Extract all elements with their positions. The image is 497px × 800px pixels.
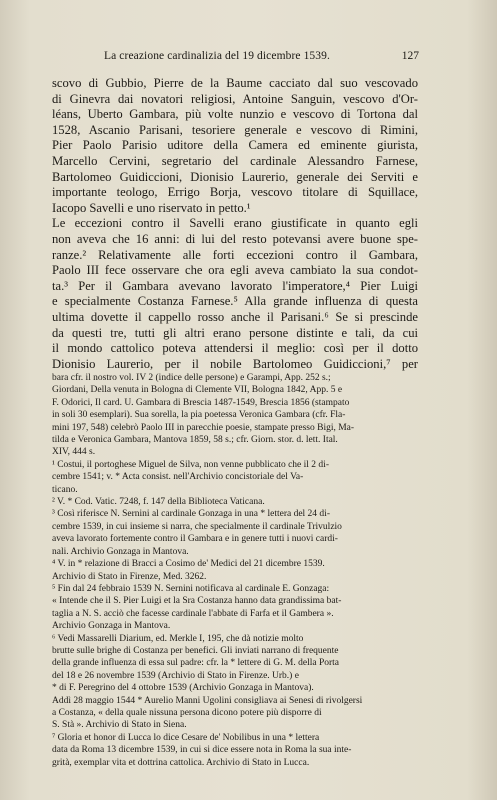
body-line: ranze.² Relativamente alle forti eccezioni contro il Gambara, (52, 247, 418, 262)
footnote-line: ⁵ Fin dal 24 febbraio 1539 N. Sernini notificava al cardinale E. Gonzaga: (52, 583, 330, 594)
body-line: di Ginevra dai novatori religiosi, Antoine Sanguin, vescovo d'Or- (52, 91, 418, 106)
footnote-line: ⁴ V. in * relazione di Bracci a Cosimo de' Medici del 21 dicembre 1539. (52, 559, 325, 570)
footnote-line: Archivio di Stato in Firenze, Med. 3262. (52, 571, 207, 582)
footnote-line: ticano. (52, 484, 78, 495)
footnote-line: nali. Archivio Gonzaga in Mantova. (52, 546, 189, 557)
body-line: Bartolomeo Guidiccioni, Dionisio Laurerio, generale dei Serviti e (52, 169, 418, 184)
body-line: ta.³ Per il Gambara avevano lavorato l'imperatore,⁴ Pier Luigi (52, 278, 418, 293)
footnote-line: bara cfr. il nostro vol. IV 2 (indice delle persone) e Garampi, App. 252 s.; (52, 373, 331, 383)
body-line: Dionisio Laurerio, per il nobile Bartolomeo Guidiccioni,⁷ per (52, 356, 418, 371)
body-line: 1528, Ascanio Parisani, tesoriere generale e vescovo di Rimini, (52, 122, 418, 137)
body-line: Iacopo Savelli e uno riservato in petto.¹ (52, 200, 251, 215)
footnote-line: S. Stà ». Archivio di Stato in Siena. (52, 720, 187, 731)
footnote-line: ³ Così riferisce N. Sernini al cardinale Gonzaga in una * lettera del 24 di- (52, 509, 330, 520)
footnote-line: Giordani, Della venuta in Bologna di Clemente VII, Bologna 1842, App. 5 e (52, 385, 343, 396)
body-line: il mondo cattolico poteva attendersi il meglio: così per il dotto (52, 341, 418, 356)
footnote-line: cembre 1541; v. * Acta consist. nell'Archivio concistoriale del Va- (52, 472, 304, 483)
footnote-line: Archivio Gonzaga in Mantova. (52, 621, 171, 632)
footnote-line: ⁷ Gloria et honor di Lucca lo dice Cesare de' Nobilibus in una * lettera (52, 732, 320, 743)
footnote-line: ² V. * Cod. Vatic. 7248, f. 147 della Biblioteca Vaticana. (52, 497, 265, 508)
footnote-line: ¹ Costui, il portoghese Miguel de Silva, non venne pubblicato che il 2 di- (52, 459, 329, 470)
body-line: da questi tre, tutti gli altri erano persone distinte e tali, da cui (52, 325, 418, 340)
body-line: léans, Uberto Gambara, più volte nunzio e vescovo di Tortona dal (52, 107, 418, 122)
body-line: importante teologo, Errigo Borja, vescovo titolare di Squillace, (52, 185, 418, 200)
footnote-line: Addì 28 maggio 1544 * Aurelio Manni Ugolini consigliava ai Senesi di rivolgersi (52, 695, 363, 706)
footnote-line: della grande influenza di essa sul padre: cfr. la * lettere di G. M. della Porta (52, 658, 340, 669)
body-line: e specialmente Costanza Farnese.⁵ Alla grande influenza di questa (52, 294, 418, 309)
footnote-line: cembre 1539, in cui insieme si narra, che specialmente il cardinale Trivulzio (52, 521, 342, 532)
body-line: scovo di Gubbio, Pierre de la Baume cacciato dal suo vescovado (52, 76, 418, 90)
main-text (52, 76, 418, 372)
footnote-line: taglia a N. S. acciò che facesse cardinale l'abbate di Farfa et il Gambera ». (52, 608, 334, 619)
footnotes (52, 372, 418, 769)
footnote-line: XIV, 444 s. (52, 447, 96, 458)
footnote-line: data da Roma 13 dicembre 1539, in cui si dice essere nota in Roma la sua inte- (52, 745, 352, 756)
footnote-line: a Costanza, « della quale nissuna persona dicono potere più disporre di (52, 707, 322, 718)
footnote-line: mini 197, 548) celebrò Paolo III in parecchie poesie, stampate presso Bigi, Ma- (52, 422, 355, 433)
footnote-line: « Intende che il S. Pier Luigi et la Sra Costanza hanno data grandissima bat- (52, 596, 342, 607)
page-number: 127 (401, 50, 419, 62)
body-line: ultima dovette il cappello rosso anche il Parisani.⁶ Se si prescinde (52, 309, 418, 324)
footnote-line: grità, exemplar vita et dottrina cattolica. Archivio di Stato in Lucca. (52, 757, 310, 768)
footnote-line: del 18 e 26 novembre 1539 (Archivio di Stato in Firenze. Urb.) e (52, 670, 299, 681)
body-line: Paolo III fece osservare che ora egli aveva cambiato la sua condot- (52, 263, 418, 278)
running-title: La creazione cardinalizia del 19 dicembre 1539. (104, 50, 330, 62)
footnote-line: brutte sulle brighe di Costanza per benefici. Gli inviati narrano di frequente (52, 645, 339, 656)
footnote-line: tilda e Veronica Gambara, Mantova 1859, 58 s.; cfr. Giorn. stor. d. lett. Ital. (52, 435, 338, 446)
body-line: Le eccezioni contro il Savelli erano giustificate in quanto egli (52, 216, 418, 231)
footnote-line: in soli 30 esemplari). Sua sorella, la pia poetessa Veronica Gambara (cfr. Fla- (52, 410, 346, 421)
body-line: Marcello Cervini, segretario del cardinale Alessandro Farnese, (52, 153, 418, 168)
footnote-line: * di F. Peregrino del 4 ottobre 1539 (Archivio Gonzaga in Mantova). (52, 683, 314, 694)
footnote-line: ⁶ Vedi Massarelli Diarium, ed. Merkle I, 195, che dà notizie molto (52, 633, 304, 644)
footnote-line: aveva lavorato fortemente contro il Gambara e in genere tutti i nuovi cardi- (52, 534, 338, 545)
body-line: Pier Paolo Parisio uditore della Camera ed eminente giurista, (52, 138, 418, 153)
body-line: non aveva che 16 anni: di lui del resto potevansi avere buone spe- (52, 231, 418, 246)
footnote-line: F. Odorici, Il card. U. Gambara di Brescia 1487-1549, Brescia 1856 (stampato (52, 397, 350, 408)
